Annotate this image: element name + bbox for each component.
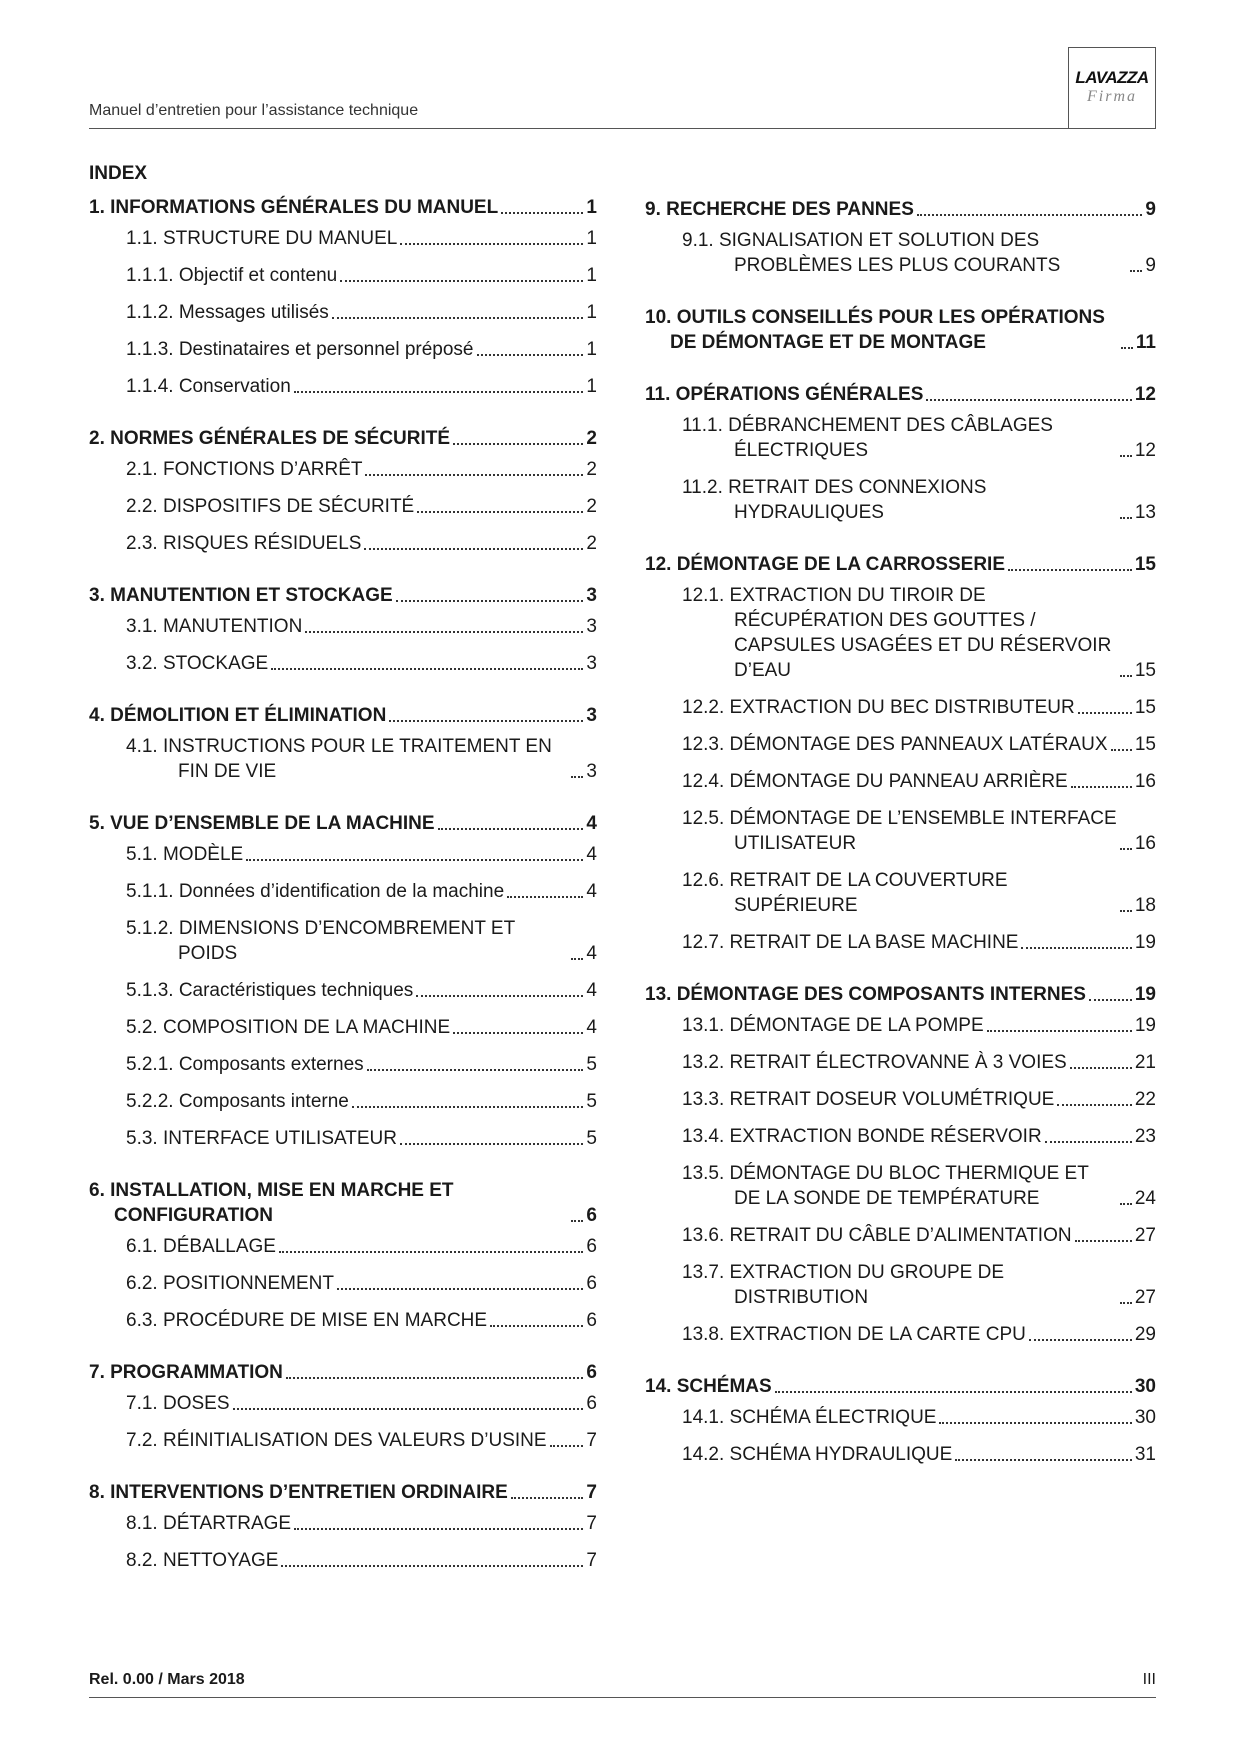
dot-leader — [294, 391, 584, 393]
toc-chapter-entry-label: 9. RECHERCHE DES PANNES — [645, 199, 914, 220]
toc-chapter-entry-page: 7 — [586, 1482, 597, 1503]
dot-leader — [294, 1528, 583, 1530]
toc-subsection-entry[interactable] — [89, 1015, 597, 1040]
toc-chapter-entry-label: 14. SCHÉMAS — [645, 1376, 772, 1397]
toc-subsection-entry-label: 13.7. EXTRACTION DU GROUPE DE DISTRIBUTION — [682, 1262, 1005, 1308]
toc-subsection-entry[interactable] — [645, 1223, 1156, 1248]
toc-subsection-entry-label: 7.1. DOSES — [126, 1393, 230, 1414]
toc-subsection-entry[interactable] — [89, 300, 597, 325]
toc-subsection-entry[interactable] — [89, 916, 597, 966]
toc-subsection-entry-page: 6 — [586, 1273, 597, 1294]
toc-subsection-entry-label: 13.1. DÉMONTAGE DE LA POMPE — [682, 1015, 984, 1036]
toc-subsection-entry-page: 3 — [586, 653, 597, 674]
dot-leader — [1120, 1203, 1132, 1205]
toc-subsection-entry[interactable] — [645, 769, 1156, 794]
logo-wordmark: LAVAZZA — [1075, 68, 1149, 87]
dot-leader — [1120, 848, 1132, 850]
toc-chapter-entry-label: 3. MANUTENTION ET STOCKAGE — [89, 585, 393, 606]
dot-leader — [571, 1220, 583, 1222]
toc-subsection-entry-page: 6 — [586, 1236, 597, 1257]
toc-subsection-entry[interactable] — [89, 494, 597, 519]
toc-chapter-entry[interactable] — [645, 305, 1156, 355]
toc-section — [645, 197, 1156, 278]
toc-subsection-entry-page: 16 — [1134, 833, 1156, 854]
toc-subsection-entry[interactable] — [89, 1126, 597, 1151]
dot-leader — [571, 776, 583, 778]
toc-subsection-entry[interactable] — [89, 734, 597, 784]
toc-subsection-entry[interactable] — [89, 1089, 597, 1114]
toc-subsection-entry[interactable] — [89, 1428, 597, 1453]
dot-leader — [281, 1565, 583, 1567]
toc-subsection-entry-label: 11.2. RETRAIT DES CONNEXIONS HYDRAULIQUES — [682, 477, 987, 523]
toc-subsection-entry[interactable] — [645, 1124, 1156, 1149]
toc-chapter-entry-page: 2 — [586, 428, 597, 449]
toc-section — [89, 811, 597, 1151]
toc-chapter-entry[interactable] — [89, 1178, 597, 1228]
footer-divider — [89, 1697, 1156, 1698]
toc-subsection-entry-label: 12.6. RETRAIT DE LA COUVERTURE SUPÉRIEURE — [682, 870, 1008, 916]
toc-subsection-entry[interactable] — [645, 1442, 1156, 1467]
dot-leader — [271, 668, 583, 670]
toc-chapter-entry-label: 8. INTERVENTIONS D’ENTRETIEN ORDINAIRE — [89, 1482, 508, 1503]
toc-subsection-entry-label: 6.3. PROCÉDURE DE MISE EN MARCHE — [126, 1310, 488, 1331]
dot-leader — [367, 1069, 584, 1071]
toc-subsection-entry-page: 16 — [1134, 771, 1156, 792]
toc-chapter-entry-page: 4 — [586, 813, 597, 834]
toc-subsection-entry-label: 1.1.2. Messages utilisés — [126, 302, 329, 323]
toc-subsection-entry[interactable] — [89, 614, 597, 639]
toc-subsection-entry-label: 5.1.1. Données d’identification de la machine — [126, 881, 505, 902]
toc-subsection-entry-label: 12.2. EXTRACTION DU BEC DISTRIBUTEUR — [682, 697, 1075, 718]
toc-right-column — [645, 197, 1156, 1494]
toc-subsection-entry-label: 5.1. MODÈLE — [126, 844, 244, 865]
dot-leader — [511, 1497, 584, 1499]
toc-chapter-entry-page: 1 — [586, 197, 597, 218]
toc-subsection-entry[interactable] — [89, 978, 597, 1003]
toc-chapter-entry[interactable] — [645, 382, 1156, 407]
toc-subsection-entry-label: 6.1. DÉBALLAGE — [126, 1236, 276, 1257]
toc-subsection-entry-page: 31 — [1134, 1444, 1156, 1465]
dot-leader — [917, 214, 1143, 216]
logo-subtitle: Firma — [1087, 88, 1137, 105]
toc-section — [89, 426, 597, 556]
dot-leader — [1130, 270, 1142, 272]
toc-subsection-entry-label: 12.4. DÉMONTAGE DU PANNEAU ARRIÈRE — [682, 771, 1068, 792]
toc-subsection-entry-label: 1.1.3. Destinataires et personnel préposé — [126, 339, 474, 360]
toc-subsection-entry-page: 4 — [586, 881, 597, 902]
toc-subsection-entry-label: 2.1. FONCTIONS D’ARRÊT — [126, 459, 363, 480]
toc-subsection-entry-label: 12.7. RETRAIT DE LA BASE MACHINE — [682, 932, 1019, 953]
toc-subsection-entry-label: 11.1. DÉBRANCHEMENT DES CÂBLAGES ÉLECTRIQUES — [682, 415, 1053, 461]
dot-leader — [955, 1459, 1132, 1461]
toc-subsection-entry-page: 4 — [586, 844, 597, 865]
toc-chapter-entry-label: 2. NORMES GÉNÉRALES DE SÉCURITÉ — [89, 428, 451, 449]
toc-subsection-entry-label: 8.1. DÉTARTRAGE — [126, 1513, 292, 1534]
dot-leader — [453, 1032, 583, 1034]
dot-leader — [1111, 749, 1132, 751]
toc-chapter-entry-label: 6. INSTALLATION, MISE EN MARCHE ET CONFIGURATION — [89, 1180, 454, 1226]
toc-chapter-entry-page: 19 — [1134, 984, 1156, 1005]
dot-leader — [417, 511, 583, 513]
toc-subsection-entry[interactable] — [645, 806, 1156, 856]
toc-subsection-entry-page: 5 — [586, 1128, 597, 1149]
toc-subsection-entry[interactable] — [645, 1405, 1156, 1430]
toc-subsection-entry[interactable] — [89, 337, 597, 362]
toc-subsection-entry-page: 6 — [586, 1393, 597, 1414]
toc-subsection-entry[interactable] — [89, 1271, 597, 1296]
toc-chapter-entry-page: 6 — [586, 1362, 597, 1383]
toc-subsection-entry-label: 1.1. STRUCTURE DU MANUEL — [126, 228, 398, 249]
toc-subsection-entry-page: 2 — [586, 459, 597, 480]
toc-subsection-entry-page: 30 — [1134, 1407, 1156, 1428]
toc-chapter-entry[interactable] — [89, 195, 597, 220]
dot-leader — [1120, 517, 1132, 519]
toc-subsection-entry[interactable] — [645, 475, 1156, 525]
toc-subsection-entry[interactable] — [89, 879, 597, 904]
dot-leader — [364, 548, 583, 550]
toc-subsection-entry[interactable] — [645, 1260, 1156, 1310]
toc-subsection-entry-page: 15 — [1134, 697, 1156, 718]
dot-leader — [939, 1422, 1131, 1424]
toc-subsection-entry-page: 19 — [1134, 932, 1156, 953]
dot-leader — [279, 1251, 583, 1253]
dot-leader — [416, 995, 583, 997]
toc-subsection-entry-label: 13.6. RETRAIT DU CÂBLE D’ALIMENTATION — [682, 1225, 1072, 1246]
toc-chapter-entry[interactable] — [645, 197, 1156, 222]
dot-leader — [246, 859, 583, 861]
dot-leader — [926, 399, 1131, 401]
toc-subsection-entry-page: 1 — [586, 339, 597, 360]
toc-subsection-entry-page: 2 — [586, 533, 597, 554]
toc-chapter-entry[interactable] — [645, 552, 1156, 577]
dot-leader — [1089, 999, 1132, 1001]
dot-leader — [340, 280, 583, 282]
toc-chapter-entry-page: 3 — [586, 705, 597, 726]
toc-chapter-entry[interactable] — [89, 1480, 597, 1505]
toc-subsection-entry[interactable] — [645, 695, 1156, 720]
toc-subsection-entry-label: 5.3. INTERFACE UTILISATEUR — [126, 1128, 397, 1149]
toc-subsection-entry-label: 2.2. DISPOSITIFS DE SÉCURITÉ — [126, 496, 415, 517]
toc-chapter-entry[interactable] — [645, 1374, 1156, 1399]
toc-section — [89, 1178, 597, 1333]
toc-subsection-entry-page: 1 — [586, 376, 597, 397]
dot-leader — [1078, 712, 1132, 714]
toc-chapter-entry-label: 13. DÉMONTAGE DES COMPOSANTS INTERNES — [645, 984, 1086, 1005]
toc-subsection-entry-page: 1 — [586, 228, 597, 249]
toc-chapter-entry[interactable] — [89, 811, 597, 836]
dot-leader — [1021, 947, 1131, 949]
toc-subsection-entry-page: 15 — [1134, 660, 1156, 681]
toc-subsection-entry-label: 13.5. DÉMONTAGE DU BLOC THERMIQUE ET DE LA SONDE DE TEMPÉRATURE — [682, 1163, 1089, 1209]
toc-subsection-entry-page: 4 — [586, 1017, 597, 1038]
toc-left-column — [89, 162, 597, 1600]
dot-leader — [1120, 1302, 1132, 1304]
toc-subsection-entry[interactable] — [645, 1161, 1156, 1211]
index-title: INDEX — [89, 163, 148, 184]
toc-subsection-entry[interactable] — [89, 1234, 597, 1259]
toc-subsection-entry-label: 12.3. DÉMONTAGE DES PANNEAUX LATÉRAUX — [682, 734, 1108, 755]
toc-subsection-entry[interactable] — [89, 531, 597, 556]
toc-chapter-entry-label: 7. PROGRAMMATION — [89, 1362, 283, 1383]
toc-subsection-entry-page: 24 — [1134, 1188, 1156, 1209]
toc-subsection-entry[interactable] — [645, 228, 1156, 278]
toc-subsection-entry[interactable] — [645, 868, 1156, 918]
release-info: Rel. 0.00 / Mars 2018 — [89, 1671, 245, 1688]
toc-subsection-entry-page: 21 — [1134, 1052, 1156, 1073]
toc-subsection-entry-page: 19 — [1134, 1015, 1156, 1036]
toc-subsection-entry-label: 14.2. SCHÉMA HYDRAULIQUE — [682, 1444, 953, 1465]
toc-chapter-entry-page: 15 — [1134, 554, 1156, 575]
toc-subsection-entry-label: 13.3. RETRAIT DOSEUR VOLUMÉTRIQUE — [682, 1089, 1055, 1110]
dot-leader — [438, 828, 584, 830]
toc-subsection-entry-label: 8.2. NETTOYAGE — [126, 1550, 279, 1571]
dot-leader — [1075, 1240, 1132, 1242]
toc-subsection-entry[interactable] — [89, 226, 597, 251]
toc-subsection-entry-page: 13 — [1134, 502, 1156, 523]
toc-subsection-entry[interactable] — [89, 1391, 597, 1416]
dot-leader — [389, 720, 583, 722]
toc-subsection-entry-page: 1 — [586, 265, 597, 286]
dot-leader — [1029, 1339, 1132, 1341]
toc-subsection-entry-page: 3 — [586, 616, 597, 637]
toc-subsection-entry[interactable] — [645, 1322, 1156, 1347]
dot-leader — [501, 212, 583, 214]
toc-chapter-entry-page: 3 — [586, 585, 597, 606]
toc-subsection-entry-page: 6 — [586, 1310, 597, 1331]
dot-leader — [453, 443, 583, 445]
toc-chapter-entry-label: 4. DÉMOLITION ET ÉLIMINATION — [89, 705, 387, 726]
toc-subsection-entry-label: 1.1.4. Conservation — [126, 376, 291, 397]
toc-subsection-entry[interactable] — [89, 1548, 597, 1573]
dot-leader — [400, 1143, 583, 1145]
toc-subsection-entry-label: 5.2.2. Composants interne — [126, 1091, 349, 1112]
toc-subsection-entry-page: 4 — [586, 943, 597, 964]
header-divider — [89, 128, 1069, 129]
toc-subsection-entry-label: 12.5. DÉMONTAGE DE L’ENSEMBLE INTERFACE UTILISATEUR — [682, 808, 1117, 854]
toc-chapter-entry-page: 6 — [586, 1205, 597, 1226]
toc-chapter-entry-label: 5. VUE D’ENSEMBLE DE LA MACHINE — [89, 813, 435, 834]
toc-chapter-entry-page: 30 — [1134, 1376, 1156, 1397]
dot-leader — [1008, 569, 1132, 571]
dot-leader — [337, 1288, 583, 1290]
dot-leader — [233, 1408, 584, 1410]
toc-subsection-entry-label: 13.2. RETRAIT ÉLECTROVANNE À 3 VOIES — [682, 1052, 1067, 1073]
toc-subsection-entry[interactable] — [645, 413, 1156, 463]
toc-subsection-entry-label: 5.2.1. Composants externes — [126, 1054, 364, 1075]
dot-leader — [286, 1377, 584, 1379]
dot-leader — [775, 1391, 1132, 1393]
document-header-title: Manuel d’entretien pour l’assistance technique — [89, 102, 419, 119]
dot-leader — [1045, 1141, 1132, 1143]
toc-subsection-entry-label: 14.1. SCHÉMA ÉLECTRIQUE — [682, 1407, 937, 1428]
toc-subsection-entry[interactable] — [89, 651, 597, 676]
dot-leader — [352, 1106, 584, 1108]
dot-leader — [1121, 347, 1133, 349]
toc-section — [89, 583, 597, 676]
dot-leader — [396, 600, 584, 602]
toc-subsection-entry-page: 23 — [1134, 1126, 1156, 1147]
toc-section — [89, 1480, 597, 1573]
toc-chapter-entry-page: 12 — [1134, 384, 1156, 405]
toc-section — [645, 552, 1156, 955]
dot-leader — [365, 474, 583, 476]
toc-chapter-entry[interactable] — [89, 426, 597, 451]
toc-subsection-entry-page: 27 — [1134, 1287, 1156, 1308]
toc-subsection-entry-page: 3 — [586, 761, 597, 782]
dot-leader — [400, 243, 583, 245]
dot-leader — [1120, 455, 1132, 457]
dot-leader — [1057, 1104, 1132, 1106]
toc-subsection-entry-page: 9 — [1145, 255, 1156, 276]
toc-subsection-entry-page: 7 — [586, 1550, 597, 1571]
toc-subsection-entry-page: 7 — [586, 1513, 597, 1534]
toc-chapter-entry-label: 10. OUTILS CONSEILLÉS POUR LES OPÉRATIONS DE DÉMONTAGE ET DE MONTAGE — [645, 307, 1105, 353]
toc-chapter-entry[interactable] — [89, 703, 597, 728]
brand-logo — [1068, 47, 1156, 129]
toc-subsection-entry-page: 5 — [586, 1091, 597, 1112]
toc-subsection-entry-page: 12 — [1134, 440, 1156, 461]
toc-section — [89, 703, 597, 784]
toc-subsection-entry[interactable] — [89, 457, 597, 482]
dot-leader — [987, 1030, 1132, 1032]
toc-subsection-entry[interactable] — [89, 374, 597, 399]
toc-subsection-entry-page: 22 — [1134, 1089, 1156, 1110]
toc-subsection-entry[interactable] — [89, 1308, 597, 1333]
toc-subsection-entry-label: 3.2. STOCKAGE — [126, 653, 269, 674]
dot-leader — [1120, 675, 1132, 677]
toc-section — [645, 1374, 1156, 1467]
dot-leader — [550, 1445, 584, 1447]
toc-subsection-entry-label: 13.4. EXTRACTION BONDE RÉSERVOIR — [682, 1126, 1042, 1147]
toc-subsection-entry-label: 4.1. INSTRUCTIONS POUR LE TRAITEMENT EN FIN DE VIE — [126, 736, 552, 782]
toc-subsection-entry-label: 1.1.1. Objectif et contenu — [126, 265, 338, 286]
toc-subsection-entry-label: 12.1. EXTRACTION DU TIROIR DE RÉCUPÉRATION DES GOUTTES / CAPSULES USAGÉES ET DU RÉSERVOIR D’EAU — [682, 585, 1112, 681]
toc-subsection-entry-page: 4 — [586, 980, 597, 1001]
toc-subsection-entry-page: 15 — [1134, 734, 1156, 755]
toc-subsection-entry-label: 7.2. RÉINITIALISATION DES VALEURS D’USINE — [126, 1430, 547, 1451]
toc-chapter-entry[interactable] — [89, 1360, 597, 1385]
toc-section — [89, 195, 597, 399]
toc-chapter-entry[interactable] — [89, 583, 597, 608]
toc-subsection-entry[interactable] — [645, 930, 1156, 955]
page-number: III — [1142, 1671, 1156, 1688]
toc-subsection-entry-page: 1 — [586, 302, 597, 323]
toc-subsection-entry[interactable] — [645, 732, 1156, 757]
toc-section — [645, 982, 1156, 1347]
dot-leader — [332, 317, 584, 319]
toc-subsection-entry-label: 3.1. MANUTENTION — [126, 616, 303, 637]
toc-subsection-entry-label: 5.1.2. DIMENSIONS D’ENCOMBREMENT ET POIDS — [126, 918, 515, 964]
dot-leader — [1070, 1067, 1132, 1069]
toc-chapter-entry-label: 11. OPÉRATIONS GÉNÉRALES — [645, 384, 924, 405]
toc-subsection-entry[interactable] — [645, 583, 1156, 683]
toc-subsection-entry[interactable] — [645, 1013, 1156, 1038]
dot-leader — [305, 631, 583, 633]
toc-subsection-entry[interactable] — [645, 1087, 1156, 1112]
toc-chapter-entry-label: 1. INFORMATIONS GÉNÉRALES DU MANUEL — [89, 197, 499, 218]
dot-leader — [1120, 910, 1132, 912]
toc-subsection-entry[interactable] — [89, 842, 597, 867]
toc-subsection-entry-label: 13.8. EXTRACTION DE LA CARTE CPU — [682, 1324, 1026, 1345]
dot-leader — [490, 1325, 583, 1327]
toc-chapter-entry-label: 12. DÉMONTAGE DE LA CARROSSERIE — [645, 554, 1005, 575]
toc-subsection-entry[interactable] — [89, 1511, 597, 1536]
toc-subsection-entry-label: 9.1. SIGNALISATION ET SOLUTION DES PROBLÈMES LES PLUS COURANTS — [682, 230, 1061, 276]
dot-leader — [477, 354, 584, 356]
toc-subsection-entry-page: 2 — [586, 496, 597, 517]
toc-chapter-entry-page: 9 — [1145, 199, 1156, 220]
toc-subsection-entry-page: 27 — [1134, 1225, 1156, 1246]
toc-section — [645, 305, 1156, 355]
toc-subsection-entry-label: 2.3. RISQUES RÉSIDUELS — [126, 533, 362, 554]
toc-subsection-entry[interactable] — [89, 1052, 597, 1077]
toc-subsection-entry[interactable] — [89, 263, 597, 288]
toc-section — [645, 382, 1156, 525]
toc-subsection-entry-page: 7 — [586, 1430, 597, 1451]
toc-subsection-entry-label: 5.1.3. Caractéristiques techniques — [126, 980, 414, 1001]
toc-subsection-entry-page: 18 — [1134, 895, 1156, 916]
toc-subsection-entry-label: 6.2. POSITIONNEMENT — [126, 1273, 334, 1294]
toc-subsection-entry-label: 5.2. COMPOSITION DE LA MACHINE — [126, 1017, 451, 1038]
dot-leader — [1071, 786, 1132, 788]
toc-section — [89, 1360, 597, 1453]
toc-subsection-entry-page: 5 — [586, 1054, 597, 1075]
toc-chapter-entry[interactable] — [645, 982, 1156, 1007]
toc-subsection-entry-page: 29 — [1134, 1324, 1156, 1345]
dot-leader — [507, 896, 583, 898]
toc-subsection-entry[interactable] — [645, 1050, 1156, 1075]
dot-leader — [571, 958, 583, 960]
toc-chapter-entry-page: 11 — [1135, 332, 1156, 353]
